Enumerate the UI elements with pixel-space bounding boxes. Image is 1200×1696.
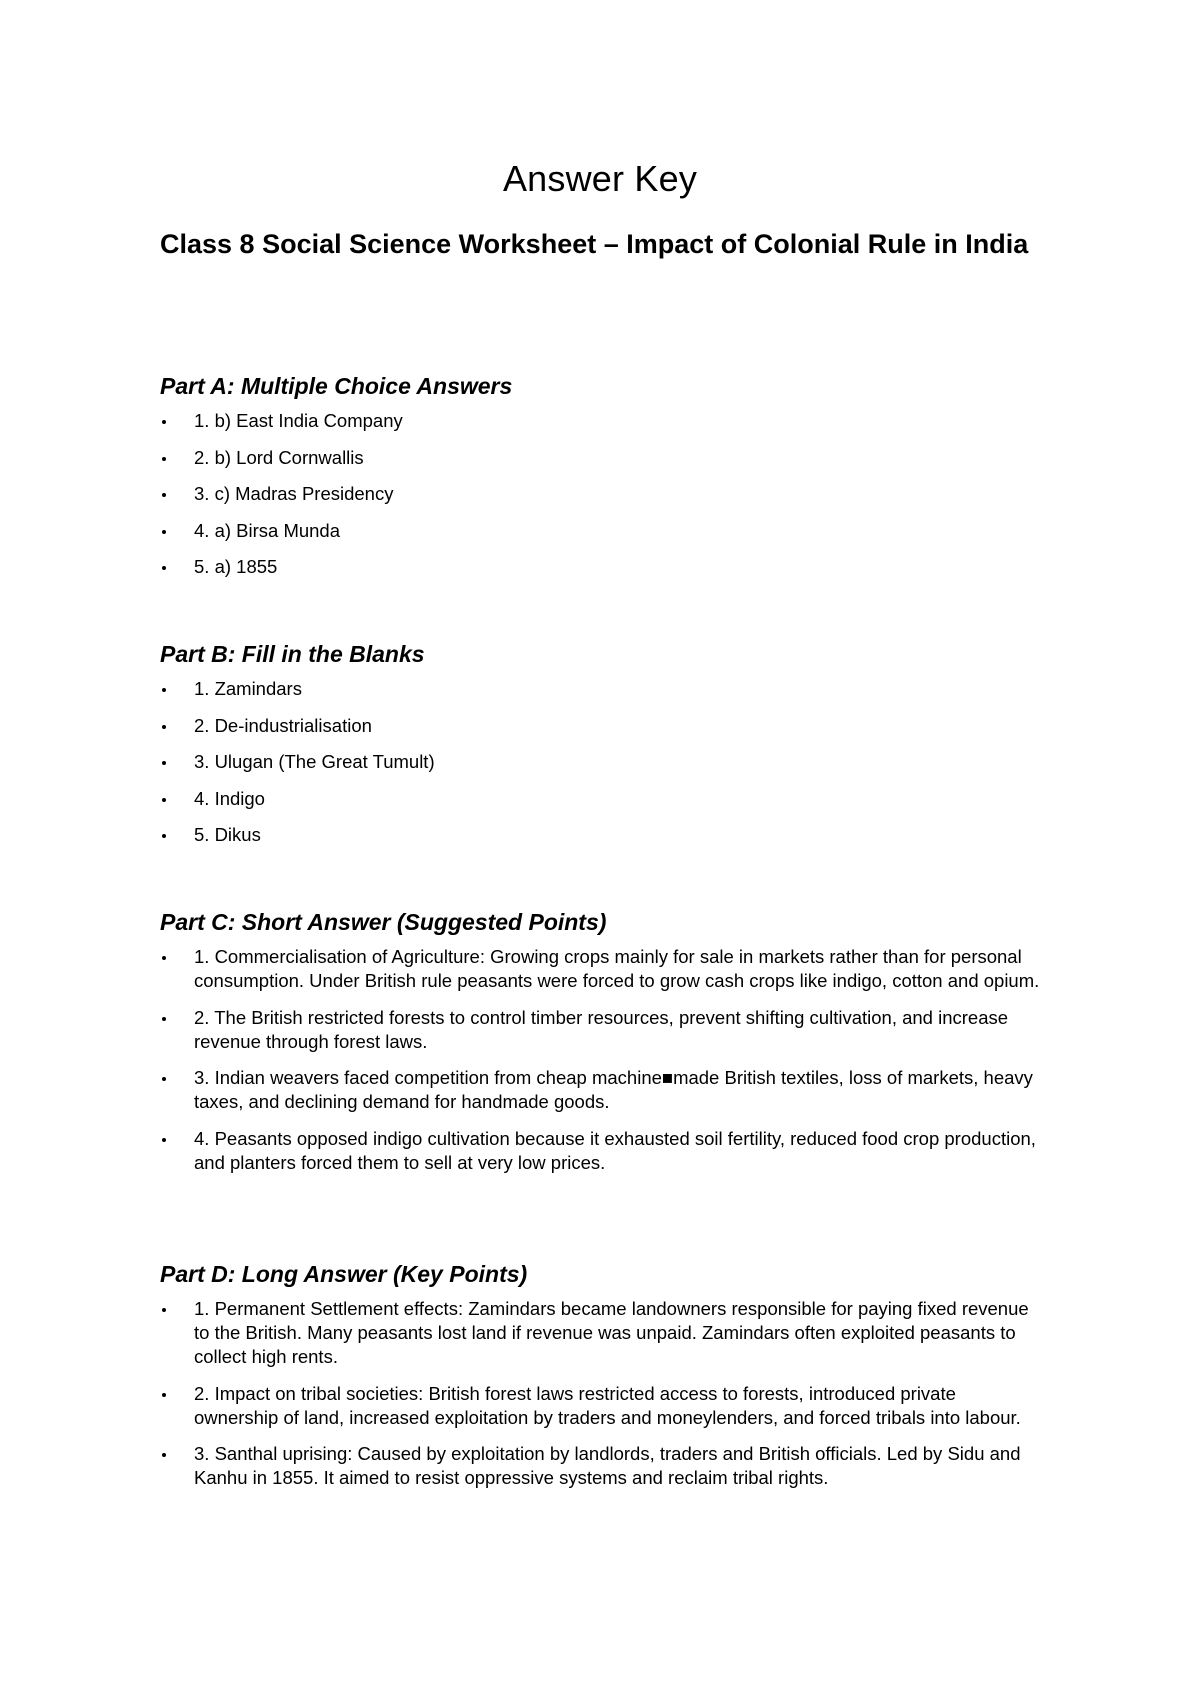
list-item: 3. Ulugan (The Great Tumult) [160,750,1040,774]
worksheet-subtitle: Class 8 Social Science Worksheet – Impact of Colonial Rule in India [160,229,1029,259]
section-heading: Part A: Multiple Choice Answers [160,373,513,399]
section-part-b [160,640,1040,860]
list-item: 3. c) Madras Presidency [160,482,1040,506]
bullet-icon [162,1308,166,1312]
list-item: 1. Permanent Settlement effects: Zamindars became landowners responsible for paying fixed revenue to the British. Many peasants lost land if revenue was unpaid. Zamindars often exploited peasants to collect high rents. [160,1297,1040,1369]
list-item: 4. Peasants opposed indigo cultivation because it exhausted soil fertility, reduced food crop production, and planters forced them to sell at very low prices. [160,1127,1040,1175]
section-heading: Part B: Fill in the Blanks [160,641,425,667]
list-item: 4. a) Birsa Munda [160,519,1040,543]
bullet-icon [162,1138,166,1142]
section-heading: Part D: Long Answer (Key Points) [160,1261,528,1287]
page-title: Answer Key [502,158,698,199]
bullet-icon [162,688,166,692]
section-part-c [160,908,1040,1187]
bullet-icon [162,956,166,960]
list-item: 4. Indigo [160,787,1040,811]
list-item: 3. Santhal uprising: Caused by exploitation by landlords, traders and British officials. Led by Sidu and Kanhu in 1855. It aimed to resist oppressive systems and reclaim tribal rights. [160,1442,1040,1490]
list-item: 2. The British restricted forests to control timber resources, prevent shifting cultivation, and increase revenue through forest laws. [160,1006,1040,1054]
list-item: 5. Dikus [160,823,1040,847]
list-item: 2. Impact on tribal societies: British forest laws restricted access to forests, introduced private ownership of land, increased exploitation by traders and moneylenders, and forced tribals into labour. [160,1382,1040,1430]
answer-list [160,677,1040,847]
bullet-icon [162,1077,166,1081]
list-item: 1. Zamindars [160,677,1040,701]
list-item: 3. Indian weavers faced competition from cheap machine■made British textiles, loss of markets, heavy taxes, and declining demand for handmade goods. [160,1066,1040,1114]
answer-list [160,1297,1040,1490]
bullet-icon [162,725,166,729]
bullet-icon [162,1453,166,1457]
bullet-icon [162,493,166,497]
bullet-icon [162,834,166,838]
section-part-d [160,1260,1040,1503]
answer-list [160,945,1040,1175]
list-item: 2. b) Lord Cornwallis [160,446,1040,470]
bullet-icon [162,761,166,765]
bullet-icon [162,566,166,570]
bullet-icon [162,420,166,424]
list-item: 1. b) East India Company [160,409,1040,433]
list-item: 1. Commercialisation of Agriculture: Growing crops mainly for sale in markets rather than for personal consumption. Under British rule peasants were forced to grow cash crops like indigo, cotton and opium. [160,945,1040,993]
section-heading: Part C: Short Answer (Suggested Points) [160,909,607,935]
list-item: 2. De-industrialisation [160,714,1040,738]
bullet-icon [162,530,166,534]
bullet-icon [162,1017,166,1021]
section-part-a [160,372,1040,592]
bullet-icon [162,457,166,461]
bullet-icon [162,798,166,802]
list-item: 5. a) 1855 [160,555,1040,579]
answer-list [160,409,1040,579]
bullet-icon [162,1393,166,1397]
